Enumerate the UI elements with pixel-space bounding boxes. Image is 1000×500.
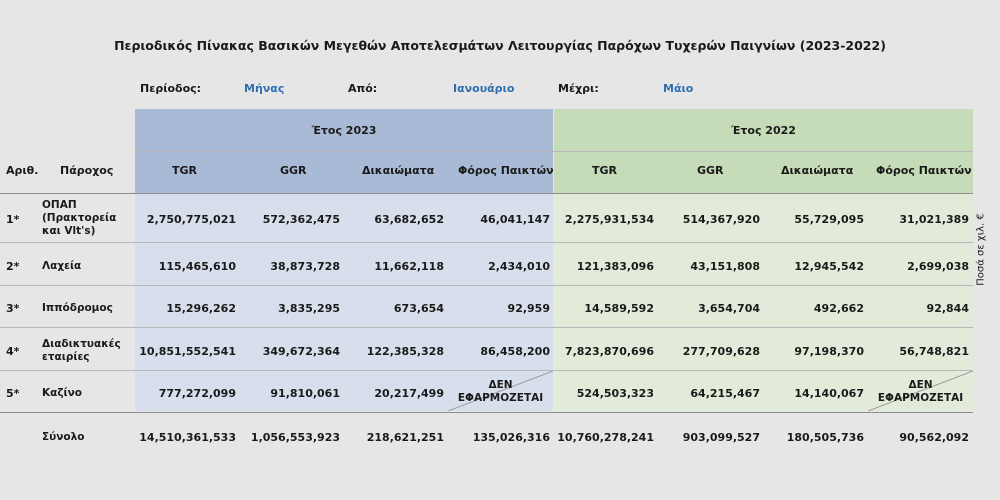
table-cell: 14,589,592 bbox=[584, 302, 654, 315]
table-cell: 20,217,499 bbox=[374, 387, 444, 400]
table-cell: 86,458,200 bbox=[480, 345, 550, 358]
table-cell: 572,362,475 bbox=[262, 213, 340, 226]
row-2-no: 2* bbox=[6, 260, 20, 273]
col-header-provider: Πάροχος bbox=[60, 164, 114, 177]
table-cell: 10,851,552,541 bbox=[139, 345, 236, 358]
col-header-tax-2023: Φόρος Παικτών bbox=[458, 164, 554, 177]
table-cell: 2,699,038 bbox=[907, 260, 969, 273]
to-value: Μάιο bbox=[663, 82, 694, 95]
row-1-provider: ΟΠΑΠ (Πρακτορεία και Vlt's) bbox=[42, 199, 117, 237]
table-cell: 2,275,931,534 bbox=[564, 213, 654, 226]
table-cell: 38,873,728 bbox=[270, 260, 340, 273]
table-cell: 56,748,821 bbox=[899, 345, 969, 358]
col-header-tgr-2023: TGR bbox=[172, 164, 198, 177]
from-label: Από: bbox=[348, 82, 378, 95]
total-cell: 218,621,251 bbox=[366, 431, 444, 444]
row-divider bbox=[0, 327, 973, 328]
table-cell: 121,383,096 bbox=[576, 260, 654, 273]
header-bottom-line bbox=[0, 193, 973, 194]
not-applicable-2023: ΔΕΝ ΕΦΑΡΜΟΖΕΤΑΙ bbox=[457, 379, 544, 404]
table-cell: 492,662 bbox=[813, 302, 864, 315]
col-header-rights-2022: Δικαιώματα bbox=[781, 164, 854, 177]
col-header-ggr-2023: GGR bbox=[280, 164, 307, 177]
col-header-rights-2023: Δικαιώματα bbox=[362, 164, 435, 177]
table-cell: 673,654 bbox=[393, 302, 444, 315]
from-value: Ιανουάριο bbox=[453, 82, 515, 95]
row-1-no: 1* bbox=[6, 213, 20, 226]
total-cell: 135,026,316 bbox=[472, 431, 550, 444]
row-2-provider: Λαχεία bbox=[42, 260, 82, 272]
table-cell: 64,215,467 bbox=[690, 387, 760, 400]
table-cell: 2,750,775,021 bbox=[146, 213, 236, 226]
total-cell: 90,562,092 bbox=[899, 431, 969, 444]
table-cell: 11,662,118 bbox=[374, 260, 444, 273]
header-divider bbox=[135, 151, 973, 152]
not-applicable-2022: ΔΕΝ ΕΦΑΡΜΟΖΕΤΑΙ bbox=[877, 379, 964, 404]
page-title: Περιοδικός Πίνακας Βασικών Μεγεθών Αποτελεσμάτων Λειτουργίας Παρόχων Τυχερών Παιγνίων (2023-2022) bbox=[114, 38, 886, 53]
year-2022-label: Έτος 2022 bbox=[731, 124, 796, 137]
row-4-provider: Διαδικτυακές εταιρίες bbox=[42, 338, 121, 363]
total-label: Σύνολο bbox=[42, 431, 85, 443]
row-5-no: 5* bbox=[6, 387, 20, 400]
table-cell: 31,021,389 bbox=[899, 213, 969, 226]
row-divider bbox=[0, 242, 973, 243]
table-cell: 43,151,808 bbox=[690, 260, 760, 273]
col-header-tax-2022: Φόρος Παικτών bbox=[876, 164, 972, 177]
table-cell: 115,465,610 bbox=[158, 260, 236, 273]
period-value: Μήνας bbox=[244, 82, 285, 95]
total-divider bbox=[0, 412, 973, 413]
table-cell: 55,729,095 bbox=[794, 213, 864, 226]
to-label: Μέχρι: bbox=[558, 82, 599, 95]
table-cell: 14,140,067 bbox=[794, 387, 864, 400]
total-cell: 1,056,553,923 bbox=[250, 431, 340, 444]
col-header-tgr-2022: TGR bbox=[592, 164, 618, 177]
table-cell: 46,041,147 bbox=[480, 213, 550, 226]
row-3-no: 3* bbox=[6, 302, 20, 315]
units-note: Ποσά σε χιλ. € bbox=[975, 213, 987, 286]
table-cell: 97,198,370 bbox=[794, 345, 864, 358]
table-cell: 3,654,704 bbox=[698, 302, 760, 315]
table-cell: 514,367,920 bbox=[682, 213, 760, 226]
table-cell: 91,810,061 bbox=[270, 387, 340, 400]
year-2023-label: Έτος 2023 bbox=[311, 124, 377, 137]
table-cell: 349,672,364 bbox=[262, 345, 340, 358]
table-cell: 7,823,870,696 bbox=[564, 345, 654, 358]
table-cell: 92,959 bbox=[507, 302, 550, 315]
table-cell: 3,835,295 bbox=[278, 302, 340, 315]
total-cell: 180,505,736 bbox=[786, 431, 864, 444]
total-cell: 903,099,527 bbox=[682, 431, 760, 444]
table-cell: 63,682,652 bbox=[374, 213, 444, 226]
row-4-no: 4* bbox=[6, 345, 20, 358]
col-header-ggr-2022: GGR bbox=[697, 164, 724, 177]
total-cell: 14,510,361,533 bbox=[139, 431, 236, 444]
total-cell: 10,760,278,241 bbox=[557, 431, 654, 444]
table-cell: 277,709,628 bbox=[682, 345, 760, 358]
table-cell: 122,385,328 bbox=[366, 345, 444, 358]
table-cell: 92,844 bbox=[926, 302, 969, 315]
col-header-no: Αριθ. bbox=[6, 164, 39, 177]
table-cell: 12,945,542 bbox=[794, 260, 864, 273]
row-3-provider: Ιππόδρομος bbox=[42, 302, 113, 314]
period-label: Περίοδος: bbox=[140, 82, 202, 95]
row-divider bbox=[0, 285, 973, 286]
table-cell: 15,296,262 bbox=[166, 302, 236, 315]
table-cell: 777,272,099 bbox=[158, 387, 236, 400]
table-cell: 524,503,323 bbox=[576, 387, 654, 400]
table-cell: 2,434,010 bbox=[488, 260, 550, 273]
row-5-provider: Καζίνο bbox=[42, 387, 83, 399]
